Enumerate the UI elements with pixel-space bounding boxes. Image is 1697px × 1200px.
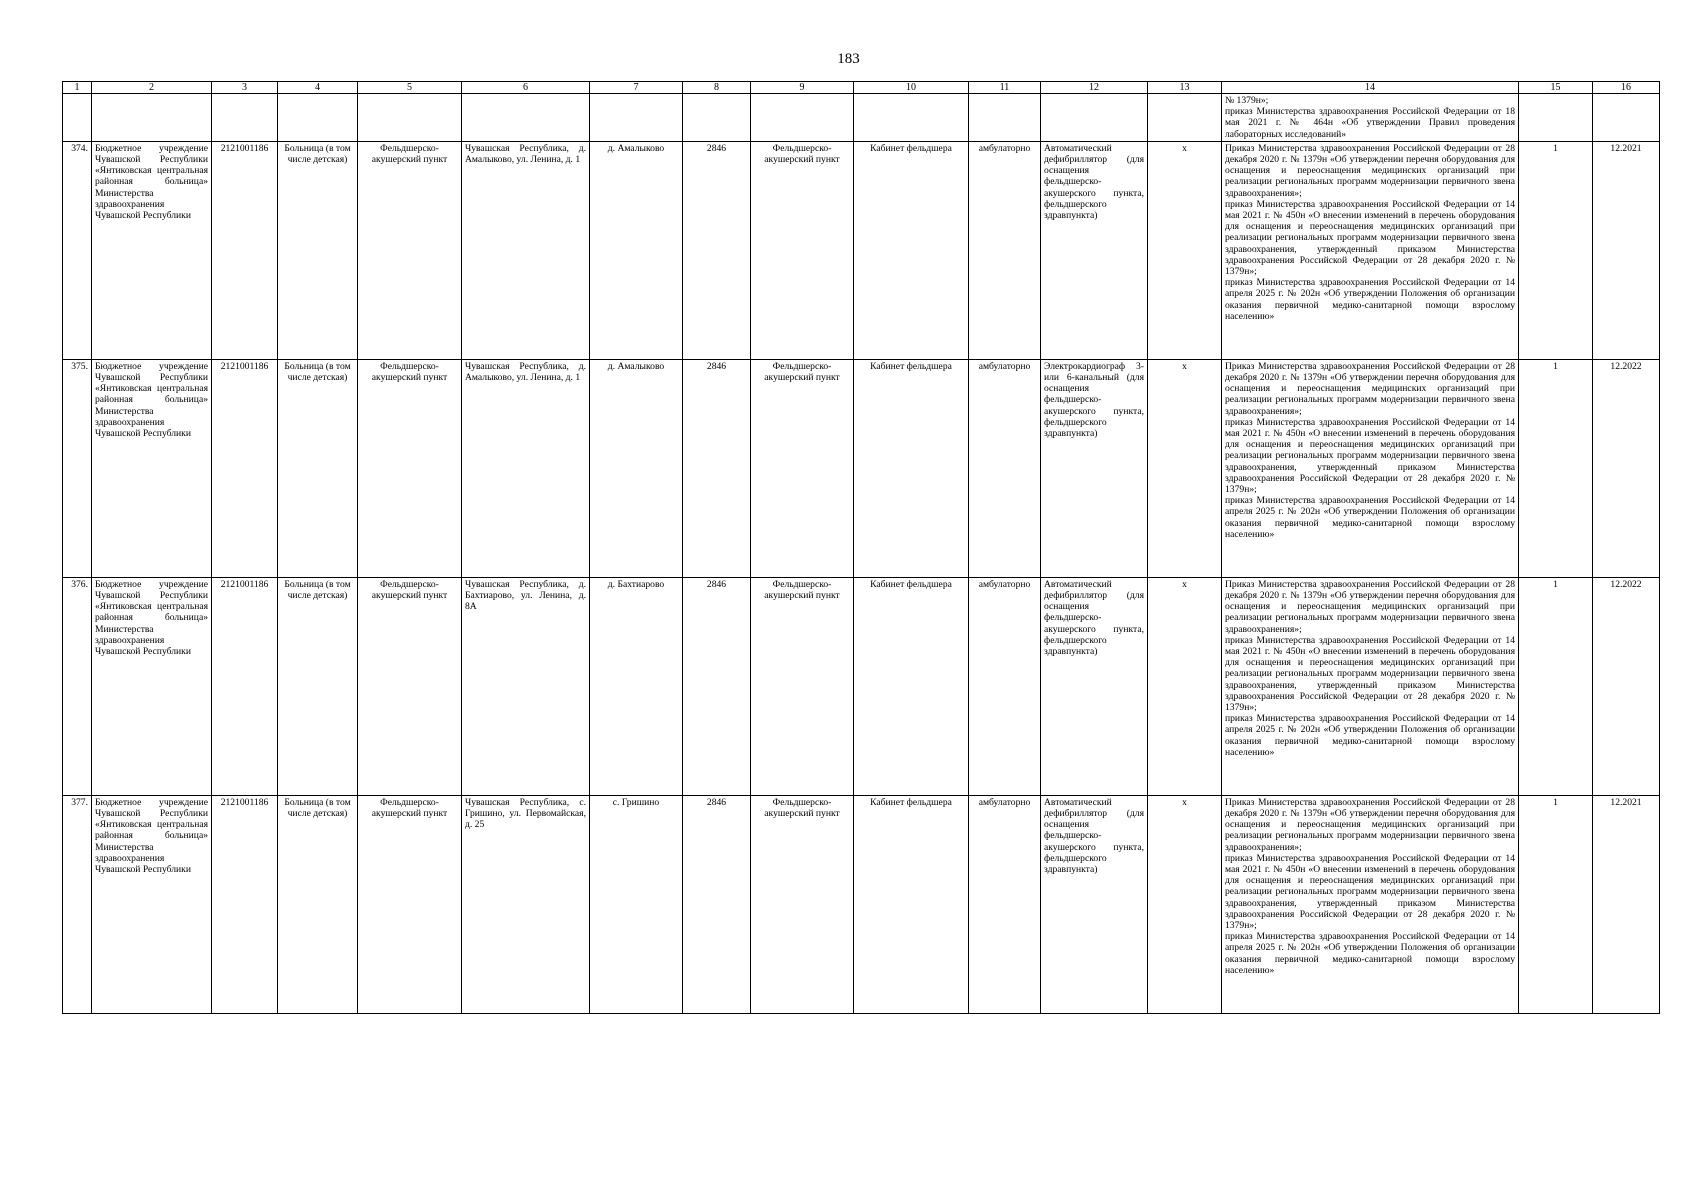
column-number-5: 5 (358, 82, 462, 94)
cell-facility-type: Больница (в том числе детская) (278, 795, 358, 1013)
table-row-continuation (63, 94, 1660, 142)
cell-empty (462, 94, 590, 142)
cell-number: 374. (63, 141, 92, 359)
cell-empty (1041, 94, 1148, 142)
column-number-1: 1 (63, 82, 92, 94)
cell-room: Кабинет фельдшера (854, 359, 969, 577)
cell-organization: Бюджетное учреждение Чувашской Республики «Янтиковская центральная районная больница» Министерства здравоохранения Чувашской Республики (92, 577, 212, 795)
cell-basis: Приказ Министерства здравоохранения Российской Федерации от 28 декабря 2020 г. № 1379н «Об утверждении перечня оборудования для оснащения и переоснащения медицинских организаций при реализации региональных программ модернизации первичного звена здравоохранения»; приказ Министерства здравоохранения Российской Федерации от 14 мая 2021 г. № 450н «О внесении изменений в перечень оборудования для оснащения и переоснащения медицинских организаций при реализации региональных программ модернизации первичного звена здравоохранения, утвержденный приказом Министерства здравоохранения Российской Федерации от 28 декабря 2020 г. № 1379н»; приказ Министерства здравоохранения Российской Федерации от 14 апреля 2025 г. № 202н «Об утверждении Положения об организации оказания первичной медико-санитарной помощи взрослому населению» (1222, 795, 1519, 1013)
cell-quantity: 1 (1519, 795, 1593, 1013)
cell-subunit: Фельдшерско-акушерский пункт (751, 577, 854, 795)
cell-care-mode: амбулаторно (969, 141, 1041, 359)
cell-room: Кабинет фельдшера (854, 141, 969, 359)
cell-code: 2846 (683, 141, 751, 359)
cell-date: 12.2021 (1593, 141, 1660, 359)
cell-settlement: д. Амалыково (590, 359, 683, 577)
column-number-7: 7 (590, 82, 683, 94)
cell-code: 2846 (683, 359, 751, 577)
cell-address: Чувашская Республика, д. Амалыково, ул. Ленина, д. 1 (462, 359, 590, 577)
cell-address: Чувашская Республика, с. Гришино, ул. Первомайская, д. 25 (462, 795, 590, 1013)
cell-settlement: д. Бахтиарово (590, 577, 683, 795)
column-number-13: 13 (1148, 82, 1222, 94)
cell-inn: 2121001186 (212, 795, 278, 1013)
cell-empty (683, 94, 751, 142)
equipment-table (62, 81, 1660, 1014)
cell-address: Чувашская Республика, д. Амалыково, ул. Ленина, д. 1 (462, 141, 590, 359)
cell-empty (358, 94, 462, 142)
cell-inn: 2121001186 (212, 359, 278, 577)
column-number-row (63, 82, 1660, 94)
cell-basis: Приказ Министерства здравоохранения Российской Федерации от 28 декабря 2020 г. № 1379н «Об утверждении перечня оборудования для оснащения и переоснащения медицинских организаций при реализации региональных программ модернизации первичного звена здравоохранения»; приказ Министерства здравоохранения Российской Федерации от 14 мая 2021 г. № 450н «О внесении изменений в перечень оборудования для оснащения и переоснащения медицинских организаций при реализации региональных программ модернизации первичного звена здравоохранения, утвержденный приказом Министерства здравоохранения Российской Федерации от 28 декабря 2020 г. № 1379н»; приказ Министерства здравоохранения Российской Федерации от 14 апреля 2025 г. № 202н «Об утверждении Положения об организации оказания первичной медико-санитарной помощи взрослому населению» (1222, 141, 1519, 359)
cell-facility-type: Больница (в том числе детская) (278, 577, 358, 795)
cell-subunit: Фельдшерско-акушерский пункт (751, 795, 854, 1013)
cell-quantity: 1 (1519, 141, 1593, 359)
cell-room: Кабинет фельдшера (854, 577, 969, 795)
cell-settlement: д. Амалыково (590, 141, 683, 359)
cell-care-mode: амбулаторно (969, 795, 1041, 1013)
column-number-16: 16 (1593, 82, 1660, 94)
column-number-10: 10 (854, 82, 969, 94)
cell-col13: х (1148, 359, 1222, 577)
cell-empty (278, 94, 358, 142)
cell-col13: х (1148, 141, 1222, 359)
cell-empty (751, 94, 854, 142)
cell-inn: 2121001186 (212, 577, 278, 795)
cell-basis: Приказ Министерства здравоохранения Российской Федерации от 28 декабря 2020 г. № 1379н «Об утверждении перечня оборудования для оснащения и переоснащения медицинских организаций при реализации региональных программ модернизации первичного звена здравоохранения»; приказ Министерства здравоохранения Российской Федерации от 14 мая 2021 г. № 450н «О внесении изменений в перечень оборудования для оснащения и переоснащения медицинских организаций при реализации региональных программ модернизации первичного звена здравоохранения, утвержденный приказом Министерства здравоохранения Российской Федерации от 28 декабря 2020 г. № 1379н»; приказ Министерства здравоохранения Российской Федерации от 14 апреля 2025 г. № 202н «Об утверждении Положения об организации оказания первичной медико-санитарной помощи взрослому населению» (1222, 577, 1519, 795)
column-number-11: 11 (969, 82, 1041, 94)
cell-basis: № 1379н»; приказ Министерства здравоохранения Российской Федерации от 18 мая 2021 г. № 464н «Об утверждении Правил проведения лабораторных исследований» (1222, 94, 1519, 142)
cell-number: 375. (63, 359, 92, 577)
cell-empty (92, 94, 212, 142)
cell-facility-type: Больница (в том числе детская) (278, 359, 358, 577)
cell-empty (854, 94, 969, 142)
cell-empty (969, 94, 1041, 142)
cell-empty (212, 94, 278, 142)
cell-equipment: Автоматический дефибриллятор (для оснащения фельдшерско-акушерского пункта, фельдшерского здравпункта) (1041, 141, 1148, 359)
cell-equipment: Автоматический дефибриллятор (для оснащения фельдшерско-акушерского пункта, фельдшерского здравпункта) (1041, 577, 1148, 795)
table-row (63, 577, 1660, 795)
cell-unit: Фельдшерско-акушерский пункт (358, 795, 462, 1013)
cell-date: 12.2022 (1593, 359, 1660, 577)
cell-address: Чувашская Республика, д. Бахтиарово, ул. Ленина, д. 8А (462, 577, 590, 795)
cell-organization: Бюджетное учреждение Чувашской Республики «Янтиковская центральная районная больница» Министерства здравоохранения Чувашской Республики (92, 795, 212, 1013)
cell-facility-type: Больница (в том числе детская) (278, 141, 358, 359)
column-number-12: 12 (1041, 82, 1148, 94)
cell-settlement: с. Гришино (590, 795, 683, 1013)
column-number-2: 2 (92, 82, 212, 94)
cell-code: 2846 (683, 795, 751, 1013)
cell-col13: х (1148, 577, 1222, 795)
column-number-4: 4 (278, 82, 358, 94)
table-row (63, 359, 1660, 577)
column-number-15: 15 (1519, 82, 1593, 94)
cell-code: 2846 (683, 577, 751, 795)
cell-empty (590, 94, 683, 142)
cell-subunit: Фельдшерско-акушерский пункт (751, 359, 854, 577)
column-number-14: 14 (1222, 82, 1519, 94)
cell-number: 377. (63, 795, 92, 1013)
column-number-9: 9 (751, 82, 854, 94)
cell-unit: Фельдшерско-акушерский пункт (358, 577, 462, 795)
cell-quantity: 1 (1519, 359, 1593, 577)
cell-room: Кабинет фельдшера (854, 795, 969, 1013)
cell-empty (63, 94, 92, 142)
column-number-3: 3 (212, 82, 278, 94)
cell-empty (1148, 94, 1222, 142)
cell-care-mode: амбулаторно (969, 359, 1041, 577)
table-row (63, 141, 1660, 359)
cell-quantity: 1 (1519, 577, 1593, 795)
cell-care-mode: амбулаторно (969, 577, 1041, 795)
page-number: 183 (837, 51, 860, 67)
cell-inn: 2121001186 (212, 141, 278, 359)
cell-empty (1519, 94, 1593, 142)
cell-basis: Приказ Министерства здравоохранения Российской Федерации от 28 декабря 2020 г. № 1379н «Об утверждении перечня оборудования для оснащения и переоснащения медицинских организаций при реализации региональных программ модернизации первичного звена здравоохранения»; приказ Министерства здравоохранения Российской Федерации от 14 мая 2021 г. № 450н «О внесении изменений в перечень оборудования для оснащения и переоснащения медицинских организаций при реализации региональных программ модернизации первичного звена здравоохранения, утвержденный приказом Министерства здравоохранения Российской Федерации от 28 декабря 2020 г. № 1379н»; приказ Министерства здравоохранения Российской Федерации от 14 апреля 2025 г. № 202н «Об утверждении Положения об организации оказания первичной медико-санитарной помощи взрослому населению» (1222, 359, 1519, 577)
cell-equipment: Автоматический дефибриллятор (для оснащения фельдшерско-акушерского пункта, фельдшерского здравпункта) (1041, 795, 1148, 1013)
column-number-8: 8 (683, 82, 751, 94)
cell-organization: Бюджетное учреждение Чувашской Республики «Янтиковская центральная районная больница» Министерства здравоохранения Чувашской Республики (92, 359, 212, 577)
cell-unit: Фельдшерско-акушерский пункт (358, 141, 462, 359)
cell-empty (1593, 94, 1660, 142)
cell-date: 12.2022 (1593, 577, 1660, 795)
table-body (63, 82, 1660, 1014)
table-row (63, 795, 1660, 1013)
cell-organization: Бюджетное учреждение Чувашской Республики «Янтиковская центральная районная больница» Министерства здравоохранения Чувашской Республики (92, 141, 212, 359)
cell-unit: Фельдшерско-акушерский пункт (358, 359, 462, 577)
cell-date: 12.2021 (1593, 795, 1660, 1013)
cell-subunit: Фельдшерско-акушерский пункт (751, 141, 854, 359)
cell-number: 376. (63, 577, 92, 795)
column-number-6: 6 (462, 82, 590, 94)
cell-equipment: Электрокардиограф 3- или 6-канальный (для оснащения фельдшерско-акушерского пункта, фельдшерского здравпункта) (1041, 359, 1148, 577)
cell-col13: х (1148, 795, 1222, 1013)
